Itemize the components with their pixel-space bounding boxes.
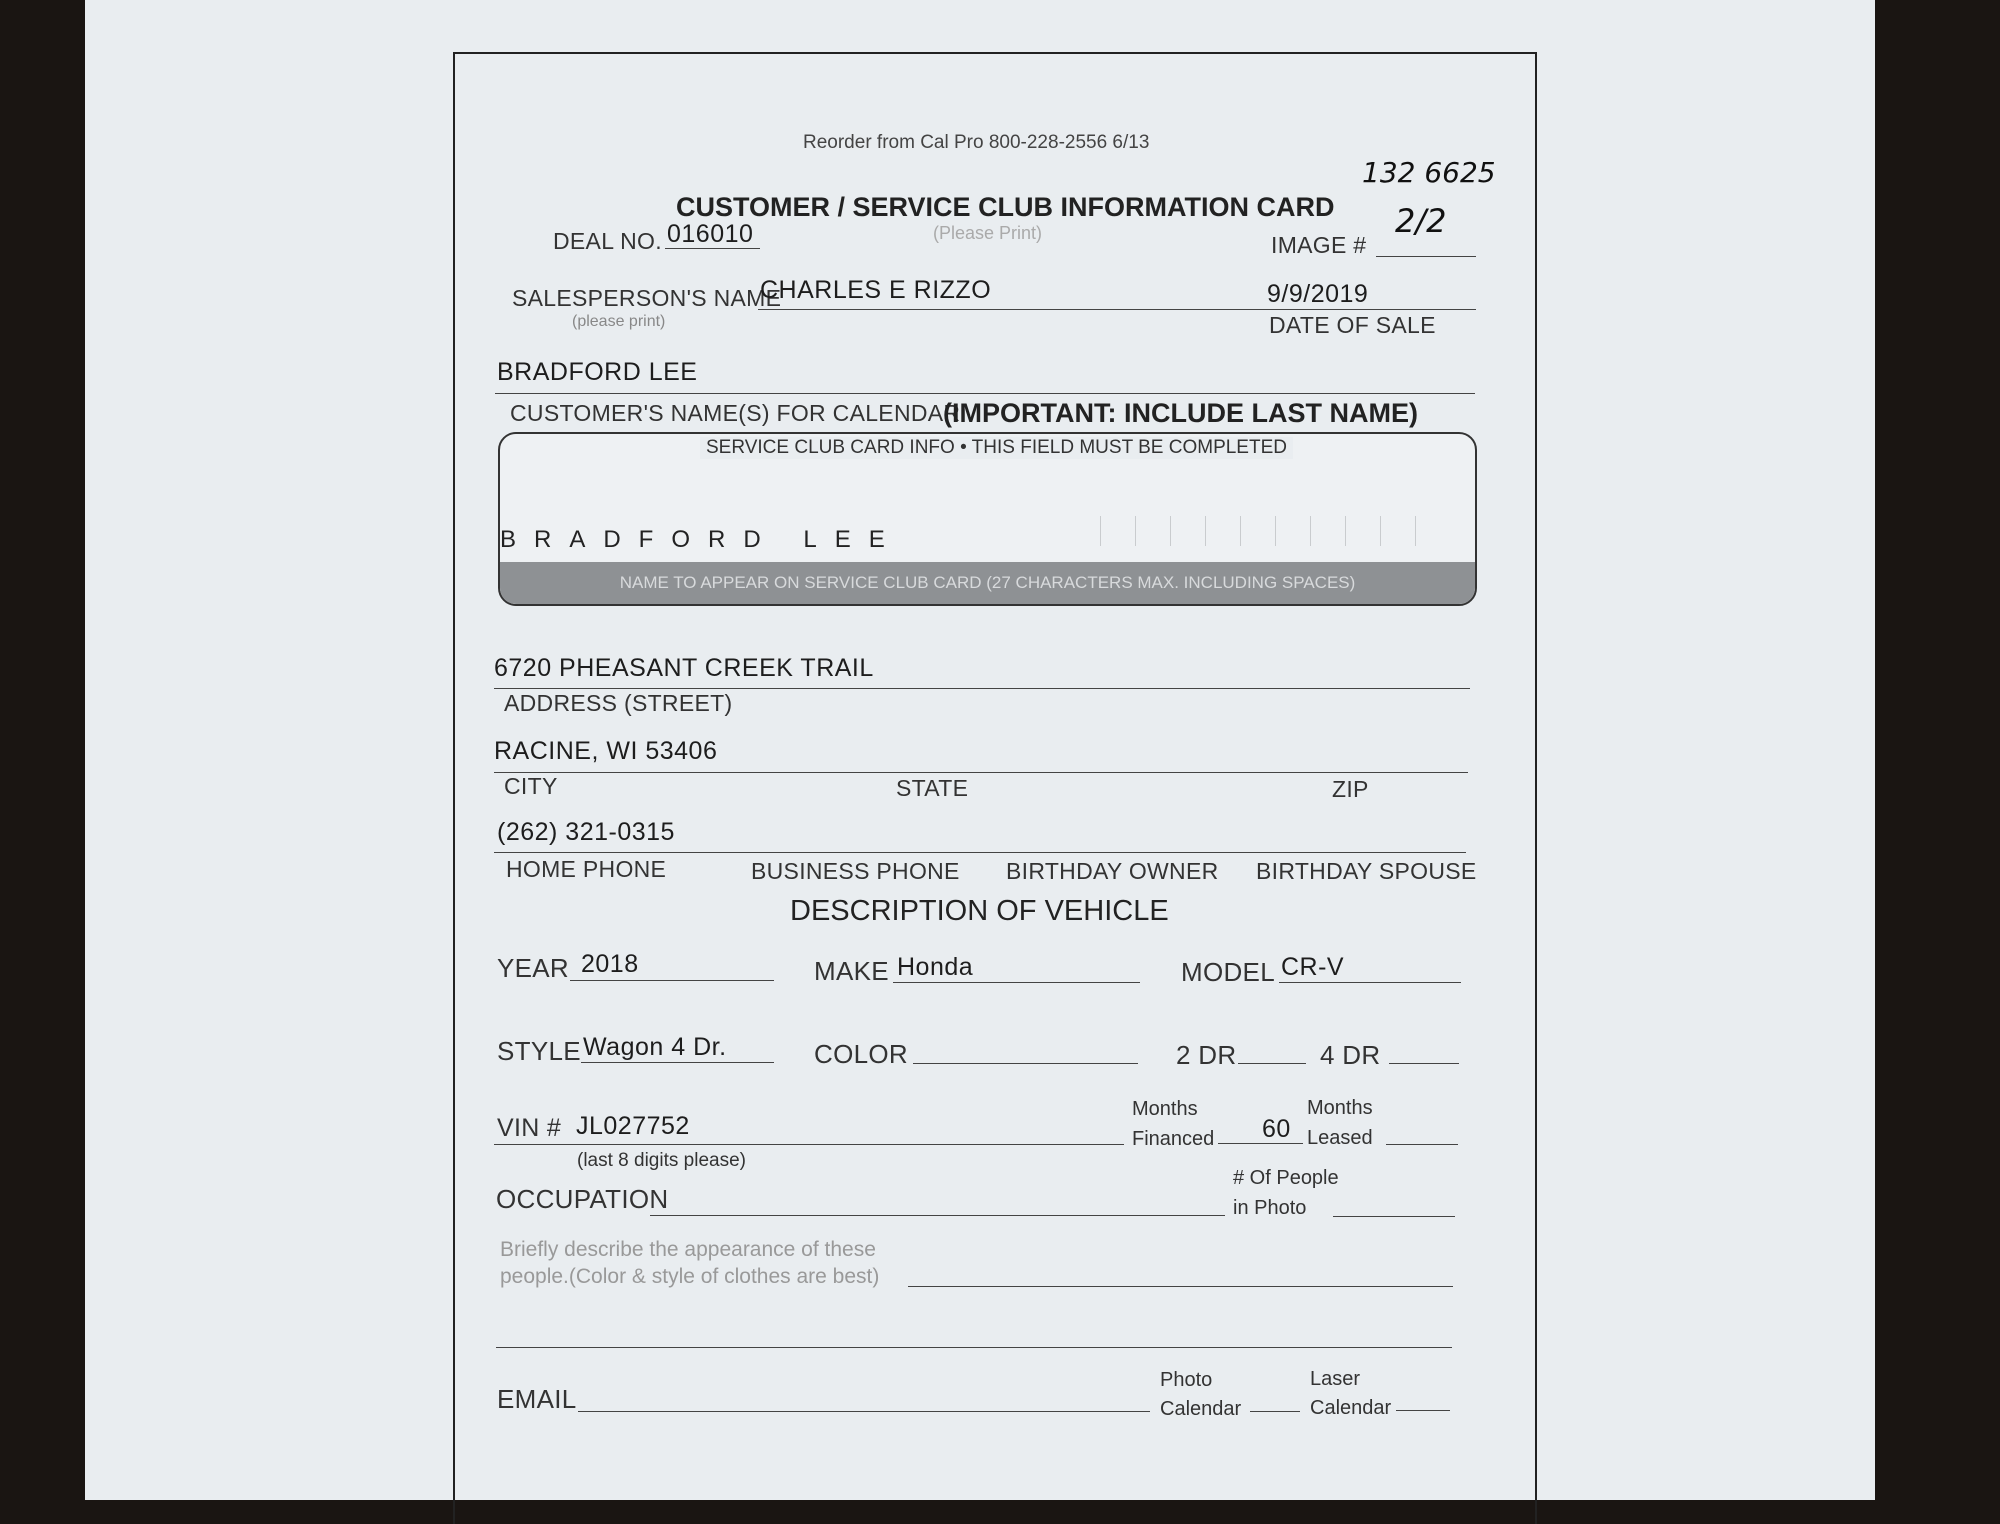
customer-line bbox=[495, 393, 1475, 394]
business-phone-label: BUSINESS PHONE bbox=[751, 858, 960, 884]
address-label: ADDRESS (STREET) bbox=[504, 690, 733, 716]
year-value[interactable]: 2018 bbox=[581, 950, 639, 978]
occupation-line bbox=[650, 1215, 1225, 1216]
people-label-1: # Of People bbox=[1233, 1167, 1339, 1189]
photo-calendar-label-2: Calendar bbox=[1160, 1398, 1242, 1420]
phone-value[interactable]: (262) 321-0315 bbox=[497, 818, 675, 846]
reorder-note: Reorder from Cal Pro 800-228-2556 6/13 bbox=[803, 132, 1150, 153]
deal-line bbox=[665, 248, 760, 249]
photo-calendar-line bbox=[1250, 1411, 1300, 1412]
zip-label: ZIP bbox=[1332, 776, 1369, 802]
color-line bbox=[913, 1063, 1138, 1064]
date-value[interactable]: 9/9/2019 bbox=[1267, 280, 1369, 308]
please-print-small: (please print) bbox=[572, 313, 666, 330]
home-phone-label: HOME PHONE bbox=[506, 856, 667, 882]
two-dr-label: 2 DR bbox=[1176, 1040, 1237, 1070]
occupation-label: OCCUPATION bbox=[496, 1184, 669, 1214]
year-line bbox=[570, 980, 774, 981]
salesperson-value[interactable]: CHARLES E RIZZO bbox=[760, 276, 992, 304]
style-value[interactable]: Wagon 4 Dr. bbox=[583, 1033, 727, 1061]
photo-calendar-label-1: Photo bbox=[1160, 1369, 1213, 1391]
make-label: MAKE bbox=[814, 956, 889, 986]
image-label: IMAGE # bbox=[1271, 232, 1367, 258]
financed-value[interactable]: 60 bbox=[1262, 1115, 1291, 1143]
color-label: COLOR bbox=[814, 1039, 908, 1069]
state-label: STATE bbox=[896, 775, 969, 801]
deal-label: DEAL NO. bbox=[553, 228, 662, 254]
card-footer: NAME TO APPEAR ON SERVICE CLUB CARD (27 CHARACTERS MAX. INCLUDING SPACES) bbox=[500, 562, 1475, 604]
describe-line bbox=[908, 1286, 1453, 1287]
months-label-leased: Months bbox=[1307, 1097, 1373, 1119]
leased-line bbox=[1386, 1144, 1458, 1145]
email-line bbox=[578, 1411, 1150, 1412]
vin-label: VIN # bbox=[497, 1114, 562, 1142]
vin-value[interactable]: JL027752 bbox=[576, 1112, 690, 1140]
form-frame bbox=[453, 52, 1537, 1524]
months-label-financed: Months bbox=[1132, 1098, 1198, 1120]
describe-line-2: people.(Color & style of clothes are best) bbox=[500, 1265, 880, 1288]
vin-line bbox=[494, 1144, 1124, 1145]
laser-calendar-label-2: Calendar bbox=[1310, 1397, 1392, 1419]
customer-value[interactable]: BRADFORD LEE bbox=[497, 358, 698, 386]
people-line bbox=[1333, 1216, 1455, 1217]
form-title: CUSTOMER / SERVICE CLUB INFORMATION CARD bbox=[676, 192, 1335, 222]
style-line bbox=[581, 1062, 774, 1063]
phone-line bbox=[494, 852, 1466, 853]
card-name-value[interactable]: BRADFORD LEE bbox=[500, 526, 903, 553]
model-value[interactable]: CR-V bbox=[1281, 953, 1345, 981]
laser-calendar-line bbox=[1396, 1410, 1450, 1411]
describe-extra-line bbox=[496, 1347, 1452, 1348]
salesperson-line bbox=[758, 309, 1476, 310]
two-dr-line bbox=[1238, 1063, 1306, 1064]
handwritten-image-number: 2/2 bbox=[1395, 202, 1447, 240]
vin-hint: (last 8 digits please) bbox=[577, 1150, 746, 1171]
birthday-spouse-label: BIRTHDAY SPOUSE bbox=[1256, 858, 1477, 884]
important-note: (IMPORTANT: INCLUDE LAST NAME) bbox=[943, 398, 1418, 428]
make-line bbox=[893, 982, 1140, 983]
financed-line bbox=[1218, 1143, 1303, 1144]
model-label: MODEL bbox=[1181, 957, 1275, 987]
please-print-center: (Please Print) bbox=[933, 223, 1043, 243]
date-label: DATE OF SALE bbox=[1269, 312, 1436, 338]
four-dr-line bbox=[1389, 1063, 1459, 1064]
four-dr-label: 4 DR bbox=[1320, 1040, 1381, 1070]
vehicle-heading: DESCRIPTION OF VEHICLE bbox=[790, 895, 1169, 927]
year-label: YEAR bbox=[497, 953, 570, 983]
style-label: STYLE bbox=[497, 1036, 581, 1066]
financed-label: Financed bbox=[1132, 1128, 1215, 1150]
describe-line-1: Briefly describe the appearance of these bbox=[500, 1238, 876, 1261]
address-line bbox=[494, 688, 1470, 689]
city-line bbox=[494, 772, 1468, 773]
address-value[interactable]: 6720 PHEASANT CREEK TRAIL bbox=[494, 654, 874, 682]
city-value[interactable]: RACINE, WI 53406 bbox=[494, 737, 718, 765]
deal-value[interactable]: 016010 bbox=[667, 220, 754, 248]
model-line bbox=[1279, 982, 1461, 983]
email-label: EMAIL bbox=[497, 1384, 577, 1414]
laser-calendar-label-1: Laser bbox=[1310, 1368, 1361, 1390]
leased-label: Leased bbox=[1307, 1127, 1373, 1149]
make-value[interactable]: Honda bbox=[897, 953, 974, 981]
birthday-owner-label: BIRTHDAY OWNER bbox=[1006, 858, 1219, 884]
customer-label: CUSTOMER'S NAME(S) FOR CALENDAR bbox=[510, 400, 961, 426]
card-header: SERVICE CLUB CARD INFO • THIS FIELD MUST BE COMPLETED bbox=[700, 437, 1293, 459]
salesperson-label: SALESPERSON'S NAME bbox=[512, 285, 782, 311]
image-line bbox=[1376, 256, 1476, 257]
people-label-2: in Photo bbox=[1233, 1197, 1307, 1219]
handwritten-number: 132 6625 bbox=[1362, 156, 1496, 189]
city-label: CITY bbox=[504, 773, 558, 799]
